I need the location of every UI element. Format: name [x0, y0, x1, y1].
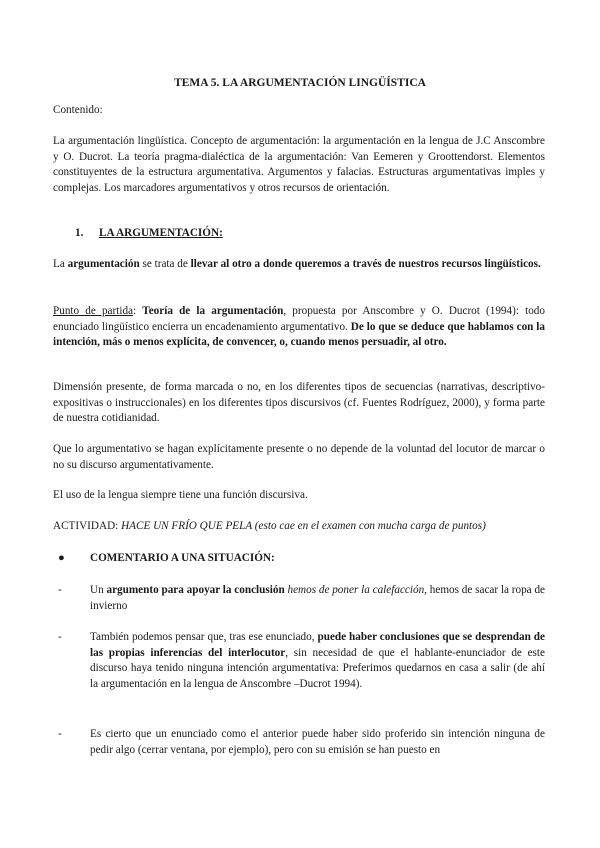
section-heading — [75, 226, 545, 242]
section-title: LA ARGUMENTACIÓN: — [99, 227, 223, 239]
section-number: 1. — [75, 227, 84, 239]
definition-paragraph — [53, 257, 545, 273]
item-text: Es cierto que un enunciado como el anterior puede haber sido proferido sin intención ninguna de pedir algo (cerrar ventana, por ejemplo), pero con su emisión se han puesto en — [90, 728, 545, 756]
definition-bold: llevar al otro a donde queremos a través de nuestros recursos lingüísticos. — [190, 258, 541, 270]
contenido-label: Contenido: — [53, 104, 103, 116]
activity-phrase: HACE UN FRÍO QUE PELA — [121, 520, 252, 532]
activity-label: ACTIVIDAD: — [53, 520, 122, 532]
starting-point-text: , propuesta por Anscombre y O. Ducrot (1994): todo enunciado lingüístico encierra un encadenamiento argumentativo. — [53, 305, 545, 333]
dimension-paragraph: Dimensión presente, de forma marcada o no, en los diferentes tipos de secuencias (narrativas, descriptivo-expositivas o instruccionales) en los diferentes tipos discursivos (cf. Fuentes Rodríguez, 2000), y forma parte de nuestra cotidianidad. — [53, 381, 545, 424]
list-item — [58, 630, 545, 692]
definition-text-2: se trata de — [139, 258, 191, 270]
item-text-2: , hemos de sacar la ropa de invierno — [90, 584, 546, 612]
activity-note: (esto cae en el examen con mucha carga de puntos) — [252, 520, 486, 532]
page-title: TEMA 5. LA ARGUMENTACIÓN LINGÜÍSTICA — [174, 77, 426, 89]
list-item — [58, 583, 545, 614]
theory-name: Teoría de la argumentación — [142, 305, 284, 317]
usage-paragraph: El uso de la lengua siempre tiene una función discursiva. — [53, 489, 308, 501]
starting-point-paragraph — [53, 304, 545, 351]
list-item — [58, 727, 545, 758]
list-item-text — [90, 583, 545, 614]
definition-text: La — [53, 258, 68, 270]
explicit-paragraph: Que lo argumentativo se hagan explícitamente presente o no depende de la voluntad del locutor de marcar o no su discurso argumentativamente. — [53, 443, 545, 471]
bullet-icon: ● — [58, 552, 65, 564]
list-item-text — [90, 630, 545, 692]
starting-point-colon: : — [133, 305, 143, 317]
contenido-paragraph: La argumentación lingüística. Concepto de argumentación: la argumentación en la lengua de J.C Anscombre y O. Ducrot. La teoría pragma-dialéctica de la argumentación: Van Eemeren y Groottendorst. Elementos constituyentes de la estructura argumentativa. Argumentos y falacias. Estructuras argumentativas imples y complejas. Los marcadores argumentativos y otros recursos de orientación. — [53, 135, 545, 194]
dash-icon: - — [58, 631, 62, 643]
item-bold: argumento para apoyar la conclusión — [106, 584, 285, 596]
item-bold: puede haber conclusiones que se desprendan de las propias inferencias del interlocutor — [90, 631, 545, 659]
item-text-2: , sin necesidad de que el hablante-enunciador de este discurso haya tenido ninguna intención argumentativa: Preferimos quedarnos en casa a salir (de ahí la argumentación en la lengua de Anscombre –Ducrot 1994). — [90, 646, 545, 690]
item-italic: hemos de poner la calefacción — [284, 584, 425, 596]
item-text: Un — [90, 584, 107, 596]
dash-icon: - — [58, 728, 62, 740]
dash-icon: - — [58, 584, 62, 596]
list-item-text — [90, 727, 545, 758]
comentario-heading — [58, 551, 545, 567]
comentario-title: COMENTARIO A UNA SITUACIÓN: — [90, 552, 275, 564]
activity-line — [53, 519, 545, 535]
definition-term: argumentación — [67, 258, 140, 270]
starting-point-label: Punto de partida — [53, 305, 134, 317]
starting-point-conclusion: De lo que se deduce que hablamos con la intención, más o menos explícita, de convencer, o, cuando menos persuadir, al otro. — [53, 320, 546, 348]
item-text: También podemos pensar que, tras ese enunciado, — [90, 631, 318, 643]
